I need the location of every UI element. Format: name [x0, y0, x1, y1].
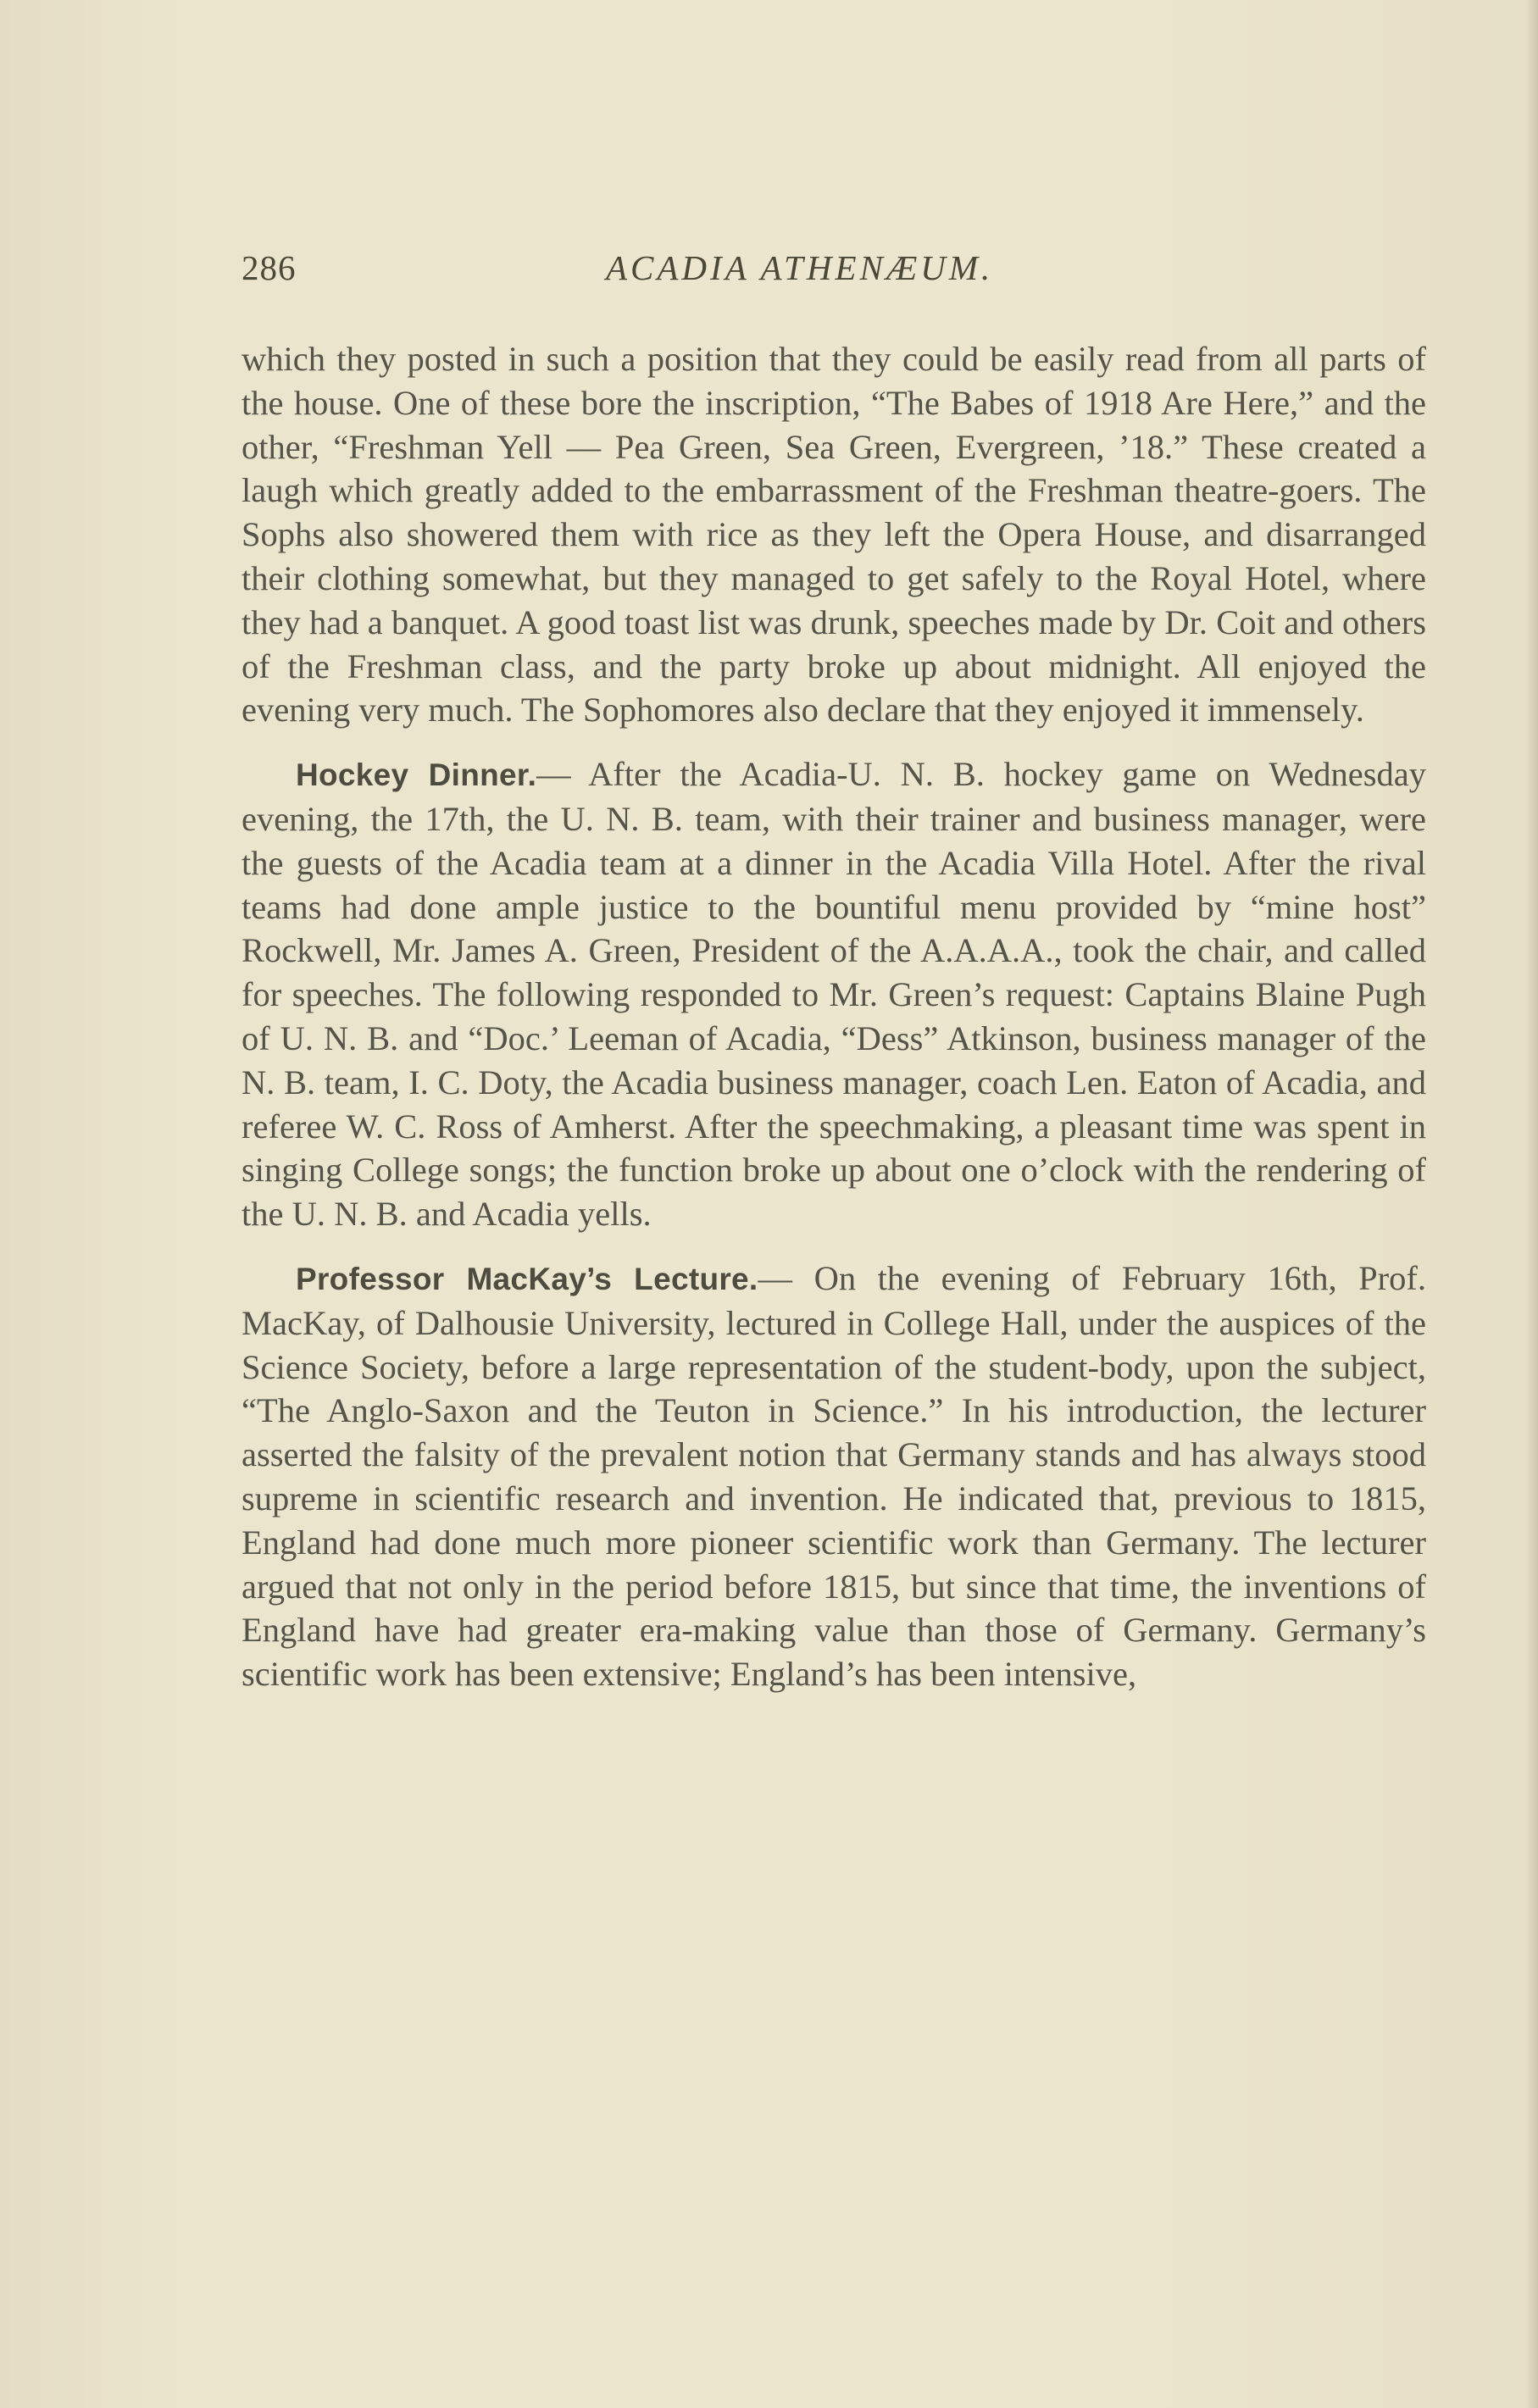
paragraph-freshman-banquet: [242, 337, 1426, 732]
running-title: ACADIA ATHENÆUM.: [606, 248, 994, 287]
section-heading-mackay-lecture: Professor MacKay’s Lecture.: [296, 1261, 758, 1296]
em-dash: —: [536, 755, 589, 794]
em-dash: —: [758, 1258, 814, 1297]
article-body: [242, 337, 1426, 1717]
page-number: 286: [242, 248, 297, 287]
paragraph-text: which they posted in such a position that they could be easily read from all parts of the house. One of these bore the inscription, “The Babes of 1918 Are Here,” and the other, “Freshman Yell — Pea Green, Sea Green, Evergreen, ’18.” These created a laugh which greatly added to the embarrassment of the Freshman theatre-goers. The Sophs also showered them with rice as they left the Opera House, and disarranged their clothing somewhat, but they managed to get safely to the Royal Hotel, where they had a banquet. A good toast list was drunk, speeches made by Dr. Coit and others of the Freshman class, and the party broke up about midnight. All enjoyed the evening very much. The Sophomores also declare that they enjoyed it immensely.: [242, 340, 1426, 730]
page-edge-shadow: [1526, 0, 1538, 2408]
paragraph-hockey-dinner: [242, 752, 1426, 1236]
paragraph-mackay-lecture: [242, 1257, 1426, 1696]
section-heading-hockey-dinner: Hockey Dinner.: [296, 757, 537, 793]
running-header: [242, 247, 1428, 298]
paragraph-text: On the evening of February 16th, Prof. MacKay, of Dalhousie University, lectured in College Hall, under the auspices of the Science Society, before a large representation of the student-body, upon the subject, “The Anglo-Saxon and the Teuton in Science.” In his introduction, the lecturer asserted the falsity of the prevalent notion that Germany stands and has always stood supreme in scientific research and invention. He indicated that, previous to 1815, England had done much more pioneer scientific work than Germany. The lecturer argued that not only in the period before 1815, but since that time, the inventions of England have had greater era-making value than those of Germany. Germany’s scientific work has been extensive; England’s has been intensive,: [242, 1258, 1426, 1694]
paragraph-text: After the Acadia-U. N. B. hockey game on Wednesday evening, the 17th, the U. N. B. team, with their trainer and business manager, were the guests of the Acadia team at a dinner in the Acadia Villa Hotel. After the rival teams had done ample justice to the bountiful menu provided by “mine host” Rockwell, Mr. James A. Green, President of the A.A.A.A., took the chair, and called for speeches. The following responded to Mr. Green’s request: Captains Blaine Pugh of U. N. B. and “Doc.’ Leeman of Acadia, “Dess” Atkinson, business manager of the N. B. team, I. C. Doty, the Acadia business manager, coach Len. Eaton of Acadia, and referee W. C. Ross of Amherst. After the speechmaking, a pleasant time was spent in singing College songs; the function broke up about one o’clock with the rendering of the U. N. B. and Acadia yells.: [242, 755, 1426, 1234]
